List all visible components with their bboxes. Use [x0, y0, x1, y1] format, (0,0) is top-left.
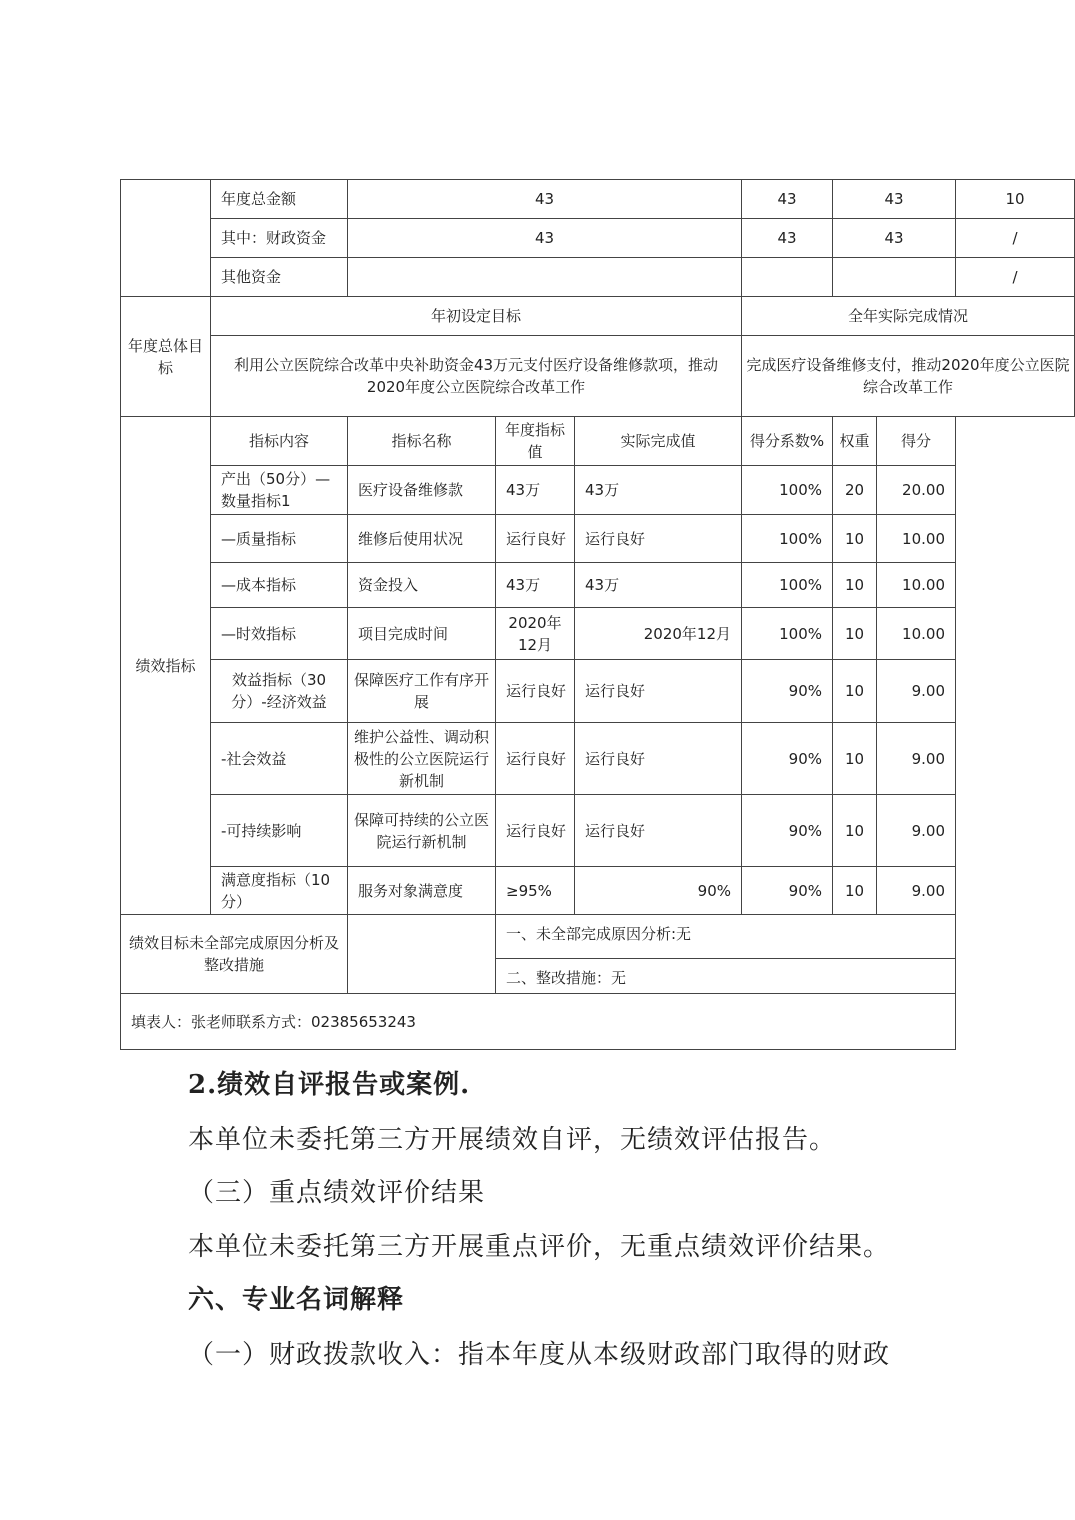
indicator-target: 运行良好 [496, 515, 575, 563]
budget-adjusted: 43 [742, 180, 833, 219]
indicator-score: 10.00 [877, 563, 956, 608]
budget-initial: 43 [348, 180, 742, 219]
indicator-score: 10.00 [877, 515, 956, 563]
indicator-score: 20.00 [877, 466, 956, 515]
indicator-content: -可持续影响 [211, 795, 348, 867]
budget-weight: 10 [956, 180, 1075, 219]
indicator-score: 9.00 [877, 867, 956, 915]
indicator-name: 项目完成时间 [348, 608, 496, 660]
header-target: 年度指标值 [496, 417, 575, 466]
budget-adjusted: 43 [742, 219, 833, 258]
budget-weight: / [956, 219, 1075, 258]
indicator-content: —时效指标 [211, 608, 348, 660]
header-coef: 得分系数% [742, 417, 833, 466]
header-name: 指标名称 [348, 417, 496, 466]
indicator-actual: 运行良好 [575, 515, 742, 563]
indicator-weight: 10 [833, 608, 877, 660]
analysis-blank-cell [348, 915, 496, 994]
indicator-content: —质量指标 [211, 515, 348, 563]
indicator-target: ≥95% [496, 867, 575, 915]
budget-initial: 43 [348, 219, 742, 258]
performance-table [120, 179, 1075, 1050]
goals-actual-header: 全年实际完成情况 [742, 297, 1075, 336]
indicator-weight: 10 [833, 563, 877, 608]
table-row [121, 867, 1075, 915]
indicator-target: 43万 [496, 563, 575, 608]
budget-label: 年度总金额 [211, 180, 348, 219]
indicator-weight: 10 [833, 515, 877, 563]
analysis-reason: 一、未全部完成原因分析:无 [496, 915, 956, 959]
indicator-weight: 20 [833, 466, 877, 515]
indicator-actual: 43万 [575, 466, 742, 515]
indicator-score: 10.00 [877, 608, 956, 660]
indicator-weight: 10 [833, 660, 877, 723]
performance-row-label: 绩效指标 [121, 417, 211, 915]
table-row [121, 515, 1075, 563]
indicator-content: —成本指标 [211, 563, 348, 608]
section-heading-self-eval: 2.绩效自评报告或案例. [188, 1070, 471, 1100]
goals-set-header: 年初设定目标 [211, 297, 742, 336]
indicator-name: 保障医疗工作有序开展 [348, 660, 496, 723]
indicator-name: 维修后使用状况 [348, 515, 496, 563]
header-actual: 实际完成值 [575, 417, 742, 466]
indicator-name: 医疗设备维修款 [348, 466, 496, 515]
indicator-target: 运行良好 [496, 723, 575, 795]
indicator-coef: 90% [742, 867, 833, 915]
indicator-target: 运行良好 [496, 795, 575, 867]
analysis-label: 绩效目标未全部完成原因分析及整改措施 [121, 915, 348, 994]
indicator-actual: 运行良好 [575, 723, 742, 795]
indicator-coef: 90% [742, 660, 833, 723]
table-row [121, 466, 1075, 515]
indicator-actual: 2020年12月 [575, 608, 742, 660]
indicator-actual: 90% [575, 867, 742, 915]
goals-actual-text: 完成医疗设备维修支付，推动2020年度公立医院综合改革工作 [742, 336, 1075, 417]
indicator-coef: 100% [742, 563, 833, 608]
indicator-target: 43万 [496, 466, 575, 515]
budget-executed: 43 [833, 219, 956, 258]
budget-label: 其他资金 [211, 258, 348, 297]
budget-label: 其中：财政资金 [211, 219, 348, 258]
indicator-name: 维护公益性、调动积极性的公立医院运行新机制 [348, 723, 496, 795]
indicator-content: -社会效益 [211, 723, 348, 795]
indicator-content: 效益指标（30分）-经济效益 [211, 660, 348, 723]
header-content: 指标内容 [211, 417, 348, 466]
indicator-score: 9.00 [877, 723, 956, 795]
paragraph-self-eval: 本单位未委托第三方开展绩效自评，无绩效评估报告。 [188, 1125, 837, 1155]
budget-row-label-cell [121, 180, 211, 297]
table-row [121, 660, 1075, 723]
budget-weight: / [956, 258, 1075, 297]
indicator-name: 资金投入 [348, 563, 496, 608]
indicator-coef: 100% [742, 608, 833, 660]
indicator-actual: 运行良好 [575, 795, 742, 867]
indicator-actual: 运行良好 [575, 660, 742, 723]
indicator-actual: 43万 [575, 563, 742, 608]
indicator-coef: 100% [742, 466, 833, 515]
indicator-name: 服务对象满意度 [348, 867, 496, 915]
indicator-coef: 100% [742, 515, 833, 563]
table-row [121, 723, 1075, 795]
indicator-weight: 10 [833, 723, 877, 795]
indicator-name: 保障可持续的公立医院运行新机制 [348, 795, 496, 867]
paragraph-glossary-1: （一）财政拨款收入：指本年度从本级财政部门取得的财政 [188, 1340, 891, 1370]
indicator-weight: 10 [833, 795, 877, 867]
indicator-score: 9.00 [877, 795, 956, 867]
table-row [121, 795, 1075, 867]
indicator-target: 2020年12月 [496, 608, 575, 660]
indicator-coef: 90% [742, 723, 833, 795]
budget-executed: 43 [833, 180, 956, 219]
indicator-target: 运行良好 [496, 660, 575, 723]
section-heading-key-eval: （三）重点绩效评价结果 [188, 1178, 486, 1208]
section-heading-glossary: 六、专业名词解释 [188, 1285, 405, 1315]
indicator-coef: 90% [742, 795, 833, 867]
budget-initial [348, 258, 742, 297]
table-row [121, 608, 1075, 660]
analysis-measures: 二、整改措施：无 [496, 959, 956, 994]
indicator-content: 产出（50分）—数量指标1 [211, 466, 348, 515]
indicator-content: 满意度指标（10分） [211, 867, 348, 915]
goals-set-text: 利用公立医院综合改革中央补助资金43万元支付医疗设备维修款项，推动2020年度公立医院综合改革工作 [211, 336, 742, 417]
goals-row-label: 年度总体目标 [121, 297, 211, 417]
header-weight: 权重 [833, 417, 877, 466]
indicator-score: 9.00 [877, 660, 956, 723]
paragraph-key-eval: 本单位未委托第三方开展重点评价，无重点绩效评价结果。 [188, 1232, 891, 1262]
filler-info: 填表人：张老师联系方式：02385653243 [121, 994, 956, 1050]
table-row [121, 563, 1075, 608]
budget-executed [833, 258, 956, 297]
budget-adjusted [742, 258, 833, 297]
indicator-weight: 10 [833, 867, 877, 915]
header-score: 得分 [877, 417, 956, 466]
